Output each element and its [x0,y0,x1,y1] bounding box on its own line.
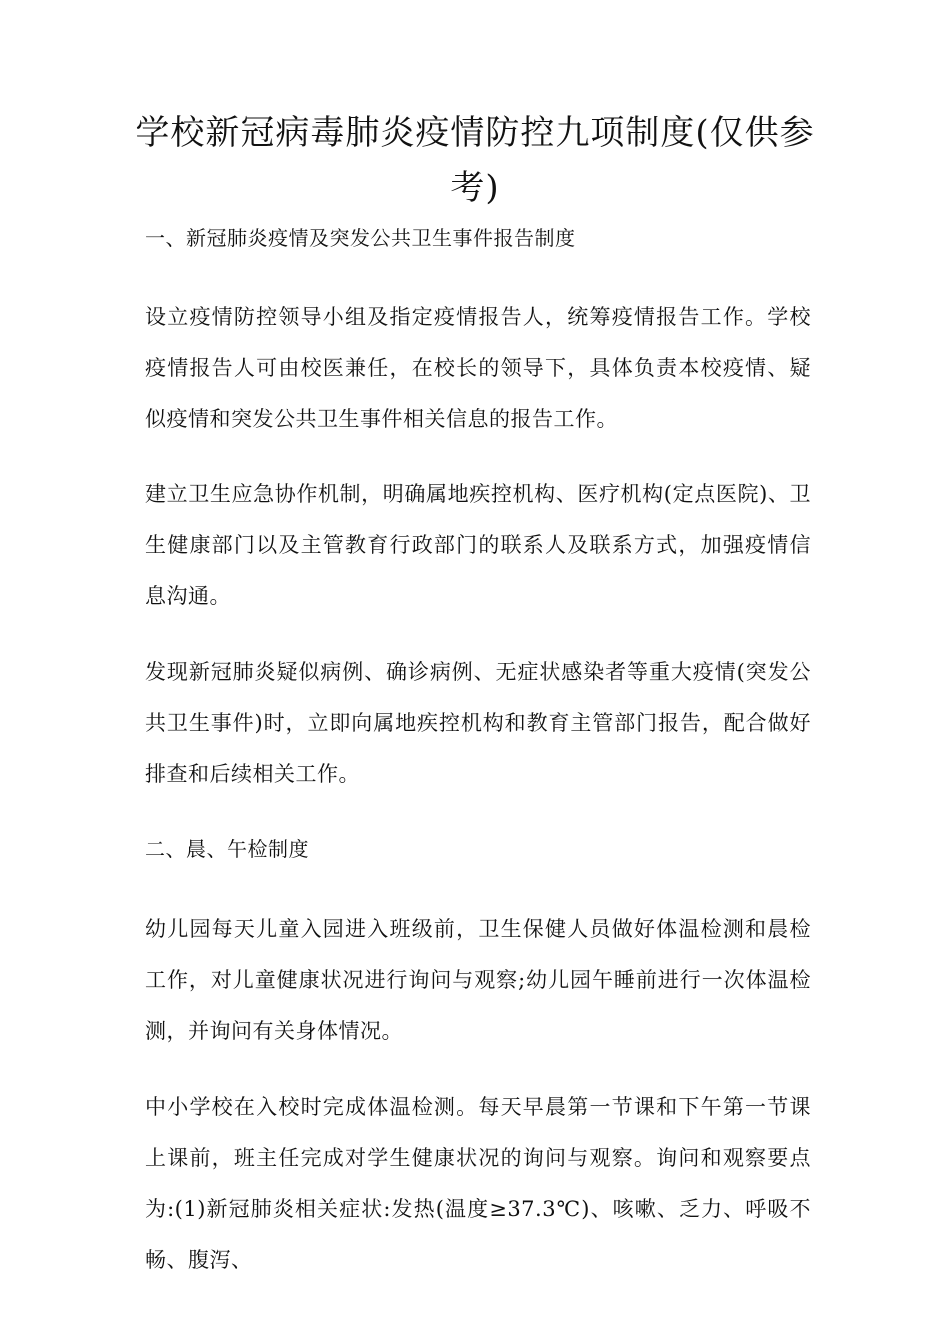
paragraph-1-2: 建立卫生应急协作机制，明确属地疾控机构、医疗机构(定点医院)、卫生健康部门以及主管教育行政部门的联系人及联系方式，加强疫情信息沟通。 [145,482,811,608]
section-heading-1: 一、新冠肺炎疫情及突发公共卫生事件报告制度 [145,226,576,250]
document-title: 学校新冠病毒肺炎疫情防控九项制度(仅供参考) [135,113,815,208]
paragraph-1-1: 设立疫情防控领导小组及指定疫情报告人，统筹疫情报告工作。学校疫情报告人可由校医兼任，在校长的领导下，具体负责本校疫情、疑似疫情和突发公共卫生事件相关信息的报告工作。 [145,305,811,431]
section-heading-2: 二、晨、午检制度 [145,837,309,861]
paragraph-2-1: 幼儿园每天儿童入园进入班级前，卫生保健人员做好体温检测和晨检工作，对儿童健康状况进行询问与观察;幼儿园午睡前进行一次体温检测，并询问有关身体情况。 [145,917,811,1043]
paragraph-1-3: 发现新冠肺炎疑似病例、确诊病例、无症状感染者等重大疫情(突发公共卫生事件)时，立即向属地疾控机构和教育主管部门报告，配合做好排查和后续相关工作。 [145,660,811,786]
paragraph-2-2: 中小学校在入校时完成体温检测。每天早晨第一节课和下午第一节课上课前，班主任完成对学生健康状况的询问与观察。询问和观察要点为:(1)新冠肺炎相关症状:发热(温度≥37.3℃)、咳嗽、乏力、呼吸不畅、腹泻、 [145,1095,811,1272]
